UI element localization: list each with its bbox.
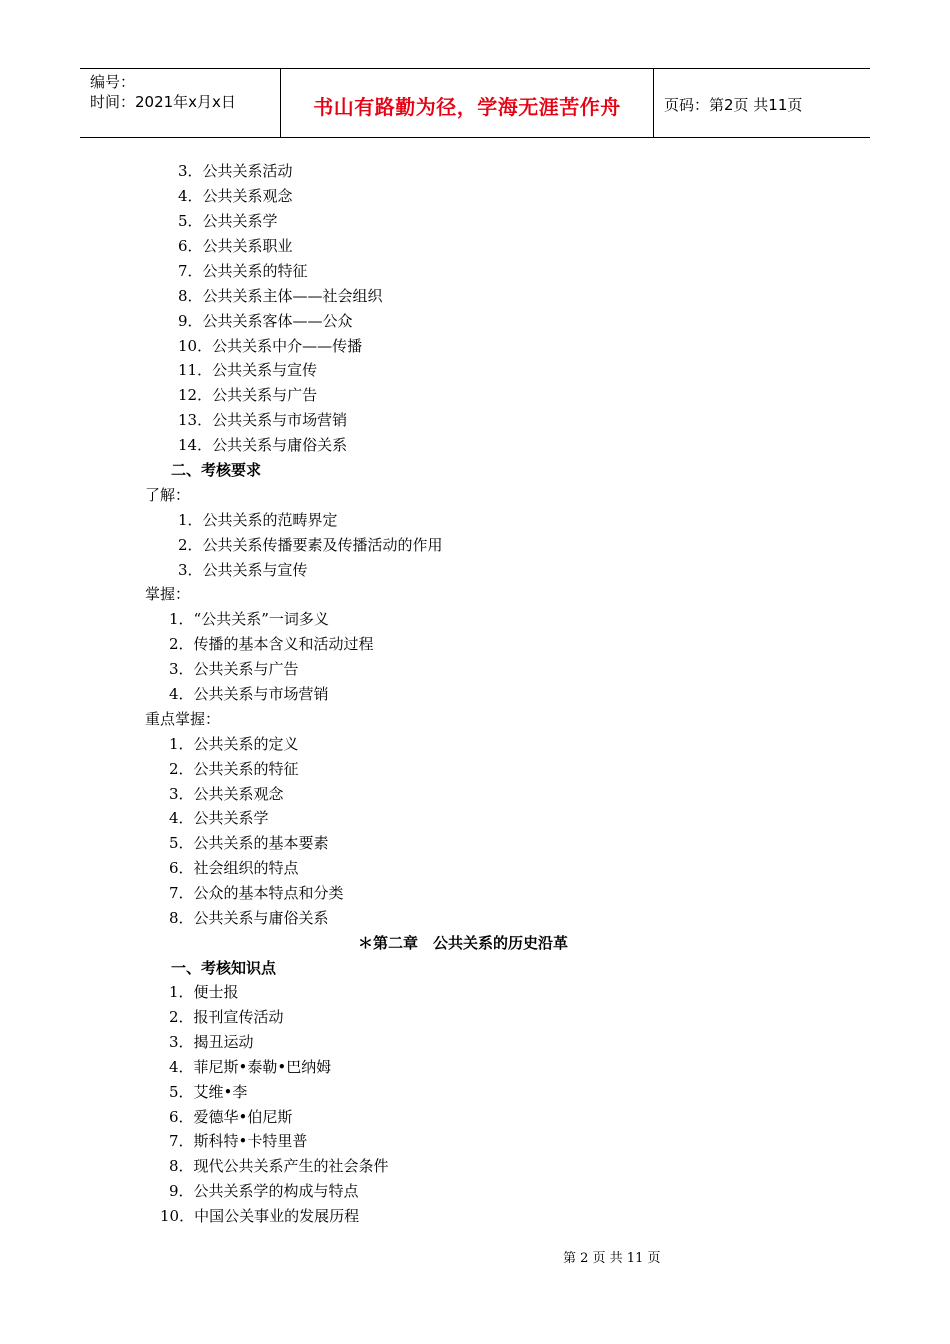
section-heading: 二、考核要求	[171, 461, 262, 479]
list-item: 2．报刊宣传活动	[169, 1008, 284, 1026]
section-heading: 一、考核知识点	[171, 959, 277, 977]
list-item: 8．公共关系与庸俗关系	[169, 909, 329, 927]
list-item: 3．公共关系活动	[178, 162, 293, 180]
page-footer: 第 2 页 共 11 页	[563, 1251, 661, 1266]
list-item: 12．公共关系与广告	[178, 386, 318, 404]
list-item: 3．揭丑运动	[169, 1033, 254, 1051]
list-item: 6．爱德华•伯尼斯	[169, 1108, 293, 1126]
list-item: 1．“公共关系”一词多义	[169, 610, 329, 628]
chapter-title: ＊第二章 公共关系的历史沿革	[358, 934, 569, 952]
list-item: 10．公共关系中介——传播	[178, 337, 363, 355]
subsection-label: 了解：	[145, 486, 191, 504]
list-item: 7．公共关系的特征	[178, 262, 308, 280]
list-item: 1．公共关系的定义	[169, 735, 299, 753]
list-item: 7．公众的基本特点和分类	[169, 884, 344, 902]
list-item: 9．公共关系客体——公众	[178, 312, 353, 330]
header-motto-cell	[281, 69, 654, 137]
list-item: 8．公共关系主体——社会组织	[178, 287, 383, 305]
header-info-cell	[80, 69, 281, 137]
list-item: 5．公共关系的基本要素	[169, 834, 329, 852]
list-item: 6．公共关系职业	[178, 237, 293, 255]
time-label: 时间：2021年x月x日	[90, 93, 236, 111]
header-page-cell	[654, 69, 870, 137]
motto: 书山有路勤为径，学海无涯苦作舟	[313, 95, 621, 119]
subsection-label: 重点掌握：	[145, 710, 221, 728]
list-item: 3．公共关系与宣传	[178, 561, 308, 579]
list-item: 5．公共关系学	[178, 212, 278, 230]
list-item: 1．便士报	[169, 983, 239, 1001]
number-label: 编号：	[90, 73, 136, 91]
page-header	[80, 68, 870, 138]
list-item: 2．传播的基本含义和活动过程	[169, 635, 374, 653]
list-item: 4．公共关系观念	[178, 187, 293, 205]
list-item: 4．公共关系学	[169, 809, 269, 827]
list-item: 9．公共关系学的构成与特点	[169, 1182, 359, 1200]
list-item: 5．艾维•李	[169, 1083, 248, 1101]
list-item: 8．现代公共关系产生的社会条件	[169, 1157, 389, 1175]
list-item: 7．斯科特•卡特里普	[169, 1132, 308, 1150]
list-item: 2．公共关系的特征	[169, 760, 299, 778]
list-item: 14．公共关系与庸俗关系	[178, 436, 348, 454]
list-item: 11．公共关系与宣传	[178, 361, 318, 379]
list-item: 3．公共关系与广告	[169, 660, 299, 678]
list-item: 10．中国公关事业的发展历程	[160, 1207, 360, 1225]
list-item: 4．菲尼斯•泰勒•巴纳姆	[169, 1058, 332, 1076]
page-info: 页码：第2页 共11页	[664, 96, 803, 114]
list-item: 2．公共关系传播要素及传播活动的作用	[178, 536, 443, 554]
list-item: 13．公共关系与市场营销	[178, 411, 348, 429]
subsection-label: 掌握：	[145, 585, 191, 603]
list-item: 4．公共关系与市场营销	[169, 685, 329, 703]
list-item: 3．公共关系观念	[169, 785, 284, 803]
list-item: 1．公共关系的范畴界定	[178, 511, 338, 529]
list-item: 6．社会组织的特点	[169, 859, 299, 877]
